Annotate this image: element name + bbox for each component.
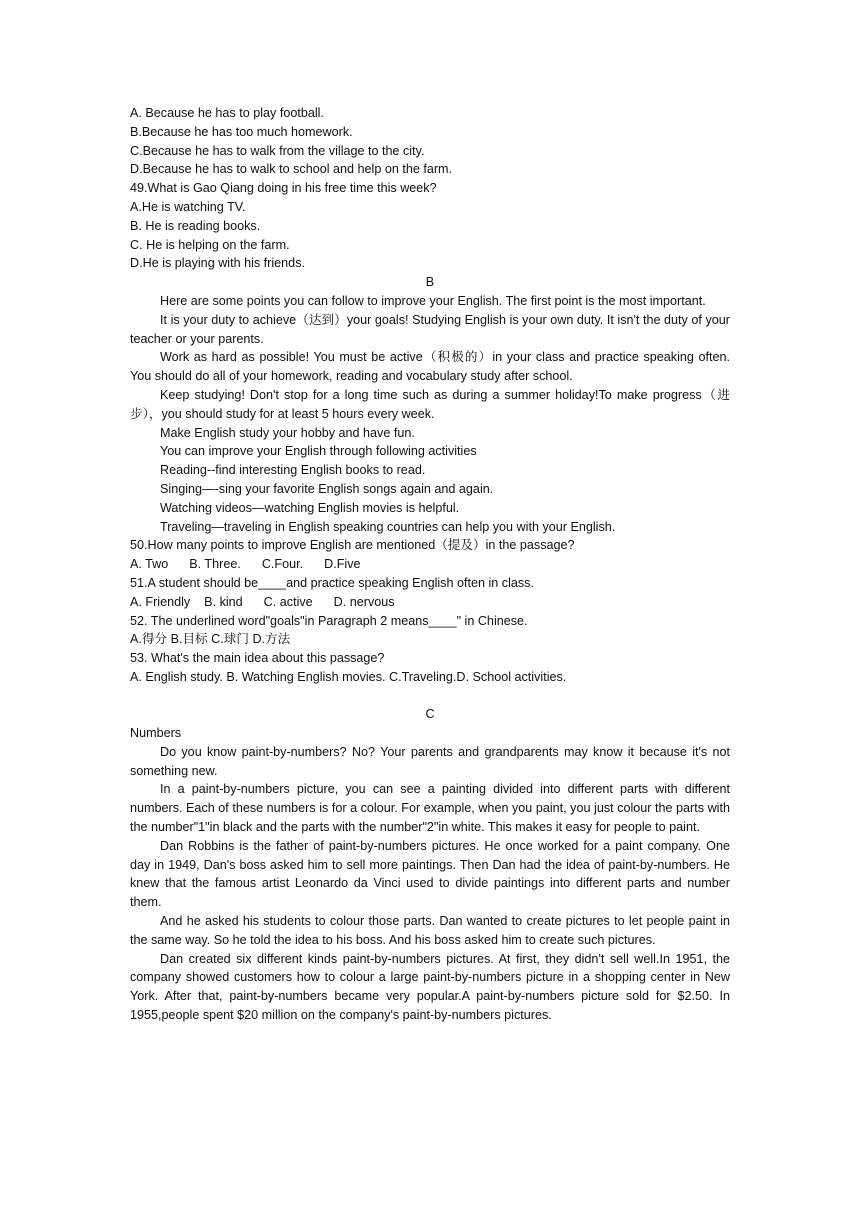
section-b-line-videos: Watching videos—watching English movies is helpful. [160,500,460,515]
section-c-paragraph-3: Dan Robbins is the father of paint-by-numbers pictures. He once worked for a paint company. One day in 1949, Dan's boss asked him to sell more paintings. Then Dan had the idea of paint-by-numbers. He knew that the famous artist Leonardo da Vinci used to divide paintings into different parts and number them. [130,838,730,910]
section-b-line-hobby: Make English study your hobby and have fun. [160,425,415,440]
q51-question: 51.A student should be____and practice speaking English often in class. [130,575,534,590]
section-b-paragraph-3: Work as hard as possible! You must be active（积极的）in your class and practice speaking often. You should do all of your homework, reading and vocabulary study after school. [130,350,730,384]
q48-option-c: C.Because he has to walk from the village to the city. [130,143,425,158]
section-b-line-activities: You can improve your English through following activities [160,444,477,459]
section-c-heading: C [425,707,435,722]
section-spacer [130,687,730,706]
section-c-title: Numbers [130,726,182,741]
q53-question: 53. What's the main idea about this passage? [130,651,385,666]
q52-options: A.得分 B.目标 C.球门 D.方法 [130,632,291,647]
section-c-paragraph-2: In a paint-by-numbers picture, you can see a painting divided into different parts with different numbers. Each of these numbers is for a colour. For example, when you paint, you just colour the parts with the number"1"in black and the parts with the number"2"in white. This makes it easy for people to paint. [130,782,730,835]
q48-option-b: B.Because he has too much homework. [130,124,353,139]
section-c-paragraph-1: Do you know paint-by-numbers? No? Your parents and grandparents may know it because it's not something new. [130,744,730,778]
q48-option-a: A. Because he has to play football. [130,106,324,120]
q52-question: 52. The underlined word"goals"in Paragraph 2 means____" in Chinese. [130,613,528,628]
section-b-line-singing: Singing—-sing your favorite English songs again and again. [160,481,494,496]
q49-option-a: A.He is watching TV. [130,199,246,214]
q49-option-b: B. He is reading books. [130,218,261,233]
q53-options: A. English study. B. Watching English movies. C.Traveling.D. School activities. [130,669,567,684]
q50-options: A. Two B. Three. C.Four. D.Five [130,557,361,572]
section-b-line-traveling: Traveling—traveling in English speaking countries can help you with your English. [160,519,616,534]
q48-option-d: D.Because he has to walk to school and help on the farm. [130,162,453,177]
section-b-paragraph-2: It is your duty to achieve（达到）your goals! Studying English is your own duty. It isn't the duty of your teacher or your parents. [130,312,730,346]
section-b-paragraph-4: Keep studying! Don't stop for a long time such as during a summer holiday!To make progress（进步），you should study for at least 5 hours every week. [130,387,730,421]
section-c-paragraph-5: Dan created six different kinds paint-by-numbers pictures. At first, they didn't sell well.In 1951, the company showed customers how to colour a large paint-by-numbers picture in a shopping center in New York. After that, paint-by-numbers became very popular.A paint-by-numbers picture sold for $2.50. In 1955,people spent $20 million on the company's paint-by-numbers pictures. [130,951,730,1023]
section-b-heading: B [425,275,435,290]
section-c-paragraph-4: And he asked his students to colour those parts. Dan wanted to create pictures to let people paint in the same way. So he told the idea to his boss. And his boss asked him to create such pictures. [130,914,730,947]
document-page [130,104,730,1025]
q51-options: A. Friendly B. kind C. active D. nervous [130,594,395,609]
section-b-line-reading: Reading--find interesting English books to read. [160,463,426,478]
section-b-paragraph-1: Here are some points you can follow to improve your English. The first point is the most important. [160,293,706,308]
q49-option-d: D.He is playing with his friends. [130,256,305,271]
q49-question: 49.What is Gao Qiang doing in his free time this week? [130,181,437,196]
q50-question: 50.How many points to improve English are mentioned（提及）in the passage? [130,538,575,553]
q49-option-c: C. He is helping on the farm. [130,237,290,252]
